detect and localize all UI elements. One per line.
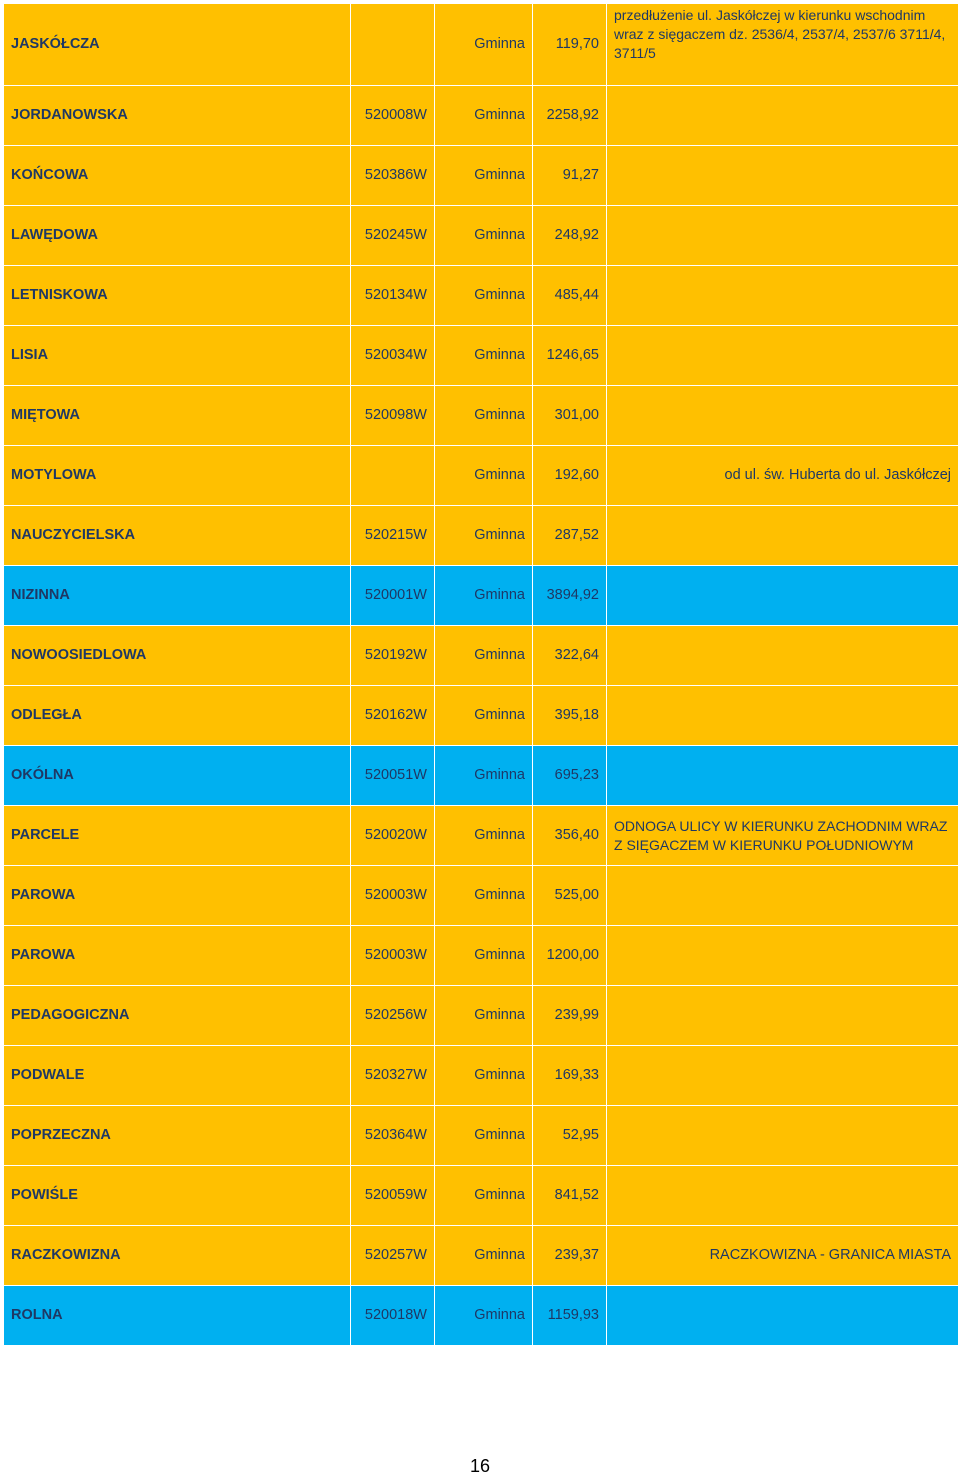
road-description bbox=[607, 866, 959, 926]
road-code: 520245W bbox=[351, 206, 435, 266]
road-category: Gminna bbox=[435, 626, 533, 686]
table-row bbox=[4, 686, 959, 746]
road-description bbox=[607, 86, 959, 146]
roads-table bbox=[3, 3, 959, 1346]
road-code: 520018W bbox=[351, 1286, 435, 1346]
road-description: przedłużenie ul. Jaskółczej w kierunku wschodnim wraz z sięgaczem dz. 2536/4, 2537/4, 2537/6 3711/4, 3711/5 bbox=[607, 4, 959, 86]
page-number: 16 bbox=[469, 1456, 491, 1476]
road-category: Gminna bbox=[435, 1226, 533, 1286]
road-code: 520134W bbox=[351, 266, 435, 326]
road-length: 1200,00 bbox=[533, 926, 607, 986]
road-code: 520020W bbox=[351, 806, 435, 866]
road-code: 520098W bbox=[351, 386, 435, 446]
table-row bbox=[4, 1286, 959, 1346]
road-category: Gminna bbox=[435, 506, 533, 566]
road-category: Gminna bbox=[435, 4, 533, 86]
street-name: LAWĘDOWA bbox=[4, 206, 351, 266]
road-description bbox=[607, 266, 959, 326]
road-code: 520003W bbox=[351, 866, 435, 926]
road-length: 395,18 bbox=[533, 686, 607, 746]
road-description bbox=[607, 206, 959, 266]
table-row bbox=[4, 386, 959, 446]
road-length: 301,00 bbox=[533, 386, 607, 446]
road-description bbox=[607, 986, 959, 1046]
road-description bbox=[607, 746, 959, 806]
road-length: 248,92 bbox=[533, 206, 607, 266]
road-length: 322,64 bbox=[533, 626, 607, 686]
road-length: 239,37 bbox=[533, 1226, 607, 1286]
street-name: OKÓLNA bbox=[4, 746, 351, 806]
street-name: JASKÓŁCZA bbox=[4, 4, 351, 86]
road-length: 3894,92 bbox=[533, 566, 607, 626]
road-length: 1159,93 bbox=[533, 1286, 607, 1346]
street-name: PAROWA bbox=[4, 866, 351, 926]
road-category: Gminna bbox=[435, 446, 533, 506]
table-row bbox=[4, 4, 959, 86]
road-code: 520327W bbox=[351, 1046, 435, 1106]
road-code: 520001W bbox=[351, 566, 435, 626]
table-row bbox=[4, 1106, 959, 1166]
road-code bbox=[351, 4, 435, 86]
street-name: LISIA bbox=[4, 326, 351, 386]
road-category: Gminna bbox=[435, 746, 533, 806]
road-length: 525,00 bbox=[533, 866, 607, 926]
road-category: Gminna bbox=[435, 806, 533, 866]
road-category: Gminna bbox=[435, 86, 533, 146]
street-name: PODWALE bbox=[4, 1046, 351, 1106]
road-category: Gminna bbox=[435, 206, 533, 266]
road-code: 520034W bbox=[351, 326, 435, 386]
road-description: od ul. św. Huberta do ul. Jaskółczej bbox=[607, 446, 959, 506]
road-code: 520257W bbox=[351, 1226, 435, 1286]
road-description: RACZKOWIZNA - GRANICA MIASTA bbox=[607, 1226, 959, 1286]
road-description bbox=[607, 566, 959, 626]
road-description: ODNOGA ULICY W KIERUNKU ZACHODNIM WRAZ Z SIĘGACZEM W KIERUNKU POŁUDNIOWYM bbox=[607, 806, 959, 866]
street-name: NAUCZYCIELSKA bbox=[4, 506, 351, 566]
street-name: JORDANOWSKA bbox=[4, 86, 351, 146]
street-name: PAROWA bbox=[4, 926, 351, 986]
road-category: Gminna bbox=[435, 566, 533, 626]
road-category: Gminna bbox=[435, 146, 533, 206]
street-name: LETNISKOWA bbox=[4, 266, 351, 326]
road-category: Gminna bbox=[435, 1046, 533, 1106]
road-length: 52,95 bbox=[533, 1106, 607, 1166]
road-description bbox=[607, 506, 959, 566]
table-row bbox=[4, 1166, 959, 1226]
table-row bbox=[4, 866, 959, 926]
table-row bbox=[4, 806, 959, 866]
table-row bbox=[4, 446, 959, 506]
road-length: 695,23 bbox=[533, 746, 607, 806]
table-row bbox=[4, 746, 959, 806]
road-length: 287,52 bbox=[533, 506, 607, 566]
street-name: KOŃCOWA bbox=[4, 146, 351, 206]
road-category: Gminna bbox=[435, 1106, 533, 1166]
street-name: PEDAGOGICZNA bbox=[4, 986, 351, 1046]
road-category: Gminna bbox=[435, 386, 533, 446]
table-row bbox=[4, 146, 959, 206]
road-code: 520192W bbox=[351, 626, 435, 686]
road-code: 520386W bbox=[351, 146, 435, 206]
road-category: Gminna bbox=[435, 686, 533, 746]
street-name: ODLEGŁA bbox=[4, 686, 351, 746]
table-row bbox=[4, 566, 959, 626]
road-length: 356,40 bbox=[533, 806, 607, 866]
street-name: POWIŚLE bbox=[4, 1166, 351, 1226]
road-code: 520003W bbox=[351, 926, 435, 986]
street-name: POPRZECZNA bbox=[4, 1106, 351, 1166]
road-code: 520256W bbox=[351, 986, 435, 1046]
road-description bbox=[607, 1286, 959, 1346]
table-row bbox=[4, 1226, 959, 1286]
road-length: 192,60 bbox=[533, 446, 607, 506]
road-length: 169,33 bbox=[533, 1046, 607, 1106]
table-row bbox=[4, 626, 959, 686]
road-category: Gminna bbox=[435, 326, 533, 386]
road-category: Gminna bbox=[435, 1286, 533, 1346]
table-row bbox=[4, 326, 959, 386]
road-category: Gminna bbox=[435, 266, 533, 326]
road-code bbox=[351, 446, 435, 506]
street-name: RACZKOWIZNA bbox=[4, 1226, 351, 1286]
road-category: Gminna bbox=[435, 986, 533, 1046]
road-description bbox=[607, 386, 959, 446]
street-name: PARCELE bbox=[4, 806, 351, 866]
road-description bbox=[607, 686, 959, 746]
road-code: 520059W bbox=[351, 1166, 435, 1226]
road-category: Gminna bbox=[435, 866, 533, 926]
street-name: MIĘTOWA bbox=[4, 386, 351, 446]
road-description bbox=[607, 626, 959, 686]
street-name: ROLNA bbox=[4, 1286, 351, 1346]
street-name: MOTYLOWA bbox=[4, 446, 351, 506]
road-description bbox=[607, 146, 959, 206]
road-length: 2258,92 bbox=[533, 86, 607, 146]
table-row bbox=[4, 266, 959, 326]
road-code: 520008W bbox=[351, 86, 435, 146]
road-description bbox=[607, 1106, 959, 1166]
road-length: 1246,65 bbox=[533, 326, 607, 386]
road-description bbox=[607, 326, 959, 386]
road-code: 520364W bbox=[351, 1106, 435, 1166]
road-code: 520162W bbox=[351, 686, 435, 746]
street-name: NOWOOSIEDLOWA bbox=[4, 626, 351, 686]
road-description bbox=[607, 926, 959, 986]
table-row bbox=[4, 206, 959, 266]
road-length: 91,27 bbox=[533, 146, 607, 206]
road-length: 485,44 bbox=[533, 266, 607, 326]
table-row bbox=[4, 1046, 959, 1106]
table-row bbox=[4, 986, 959, 1046]
road-length: 119,70 bbox=[533, 4, 607, 86]
street-name: NIZINNA bbox=[4, 566, 351, 626]
table-row bbox=[4, 86, 959, 146]
table-row bbox=[4, 926, 959, 986]
road-length: 239,99 bbox=[533, 986, 607, 1046]
road-description bbox=[607, 1046, 959, 1106]
table-row bbox=[4, 506, 959, 566]
road-code: 520051W bbox=[351, 746, 435, 806]
road-description bbox=[607, 1166, 959, 1226]
road-code: 520215W bbox=[351, 506, 435, 566]
road-length: 841,52 bbox=[533, 1166, 607, 1226]
road-category: Gminna bbox=[435, 926, 533, 986]
road-category: Gminna bbox=[435, 1166, 533, 1226]
